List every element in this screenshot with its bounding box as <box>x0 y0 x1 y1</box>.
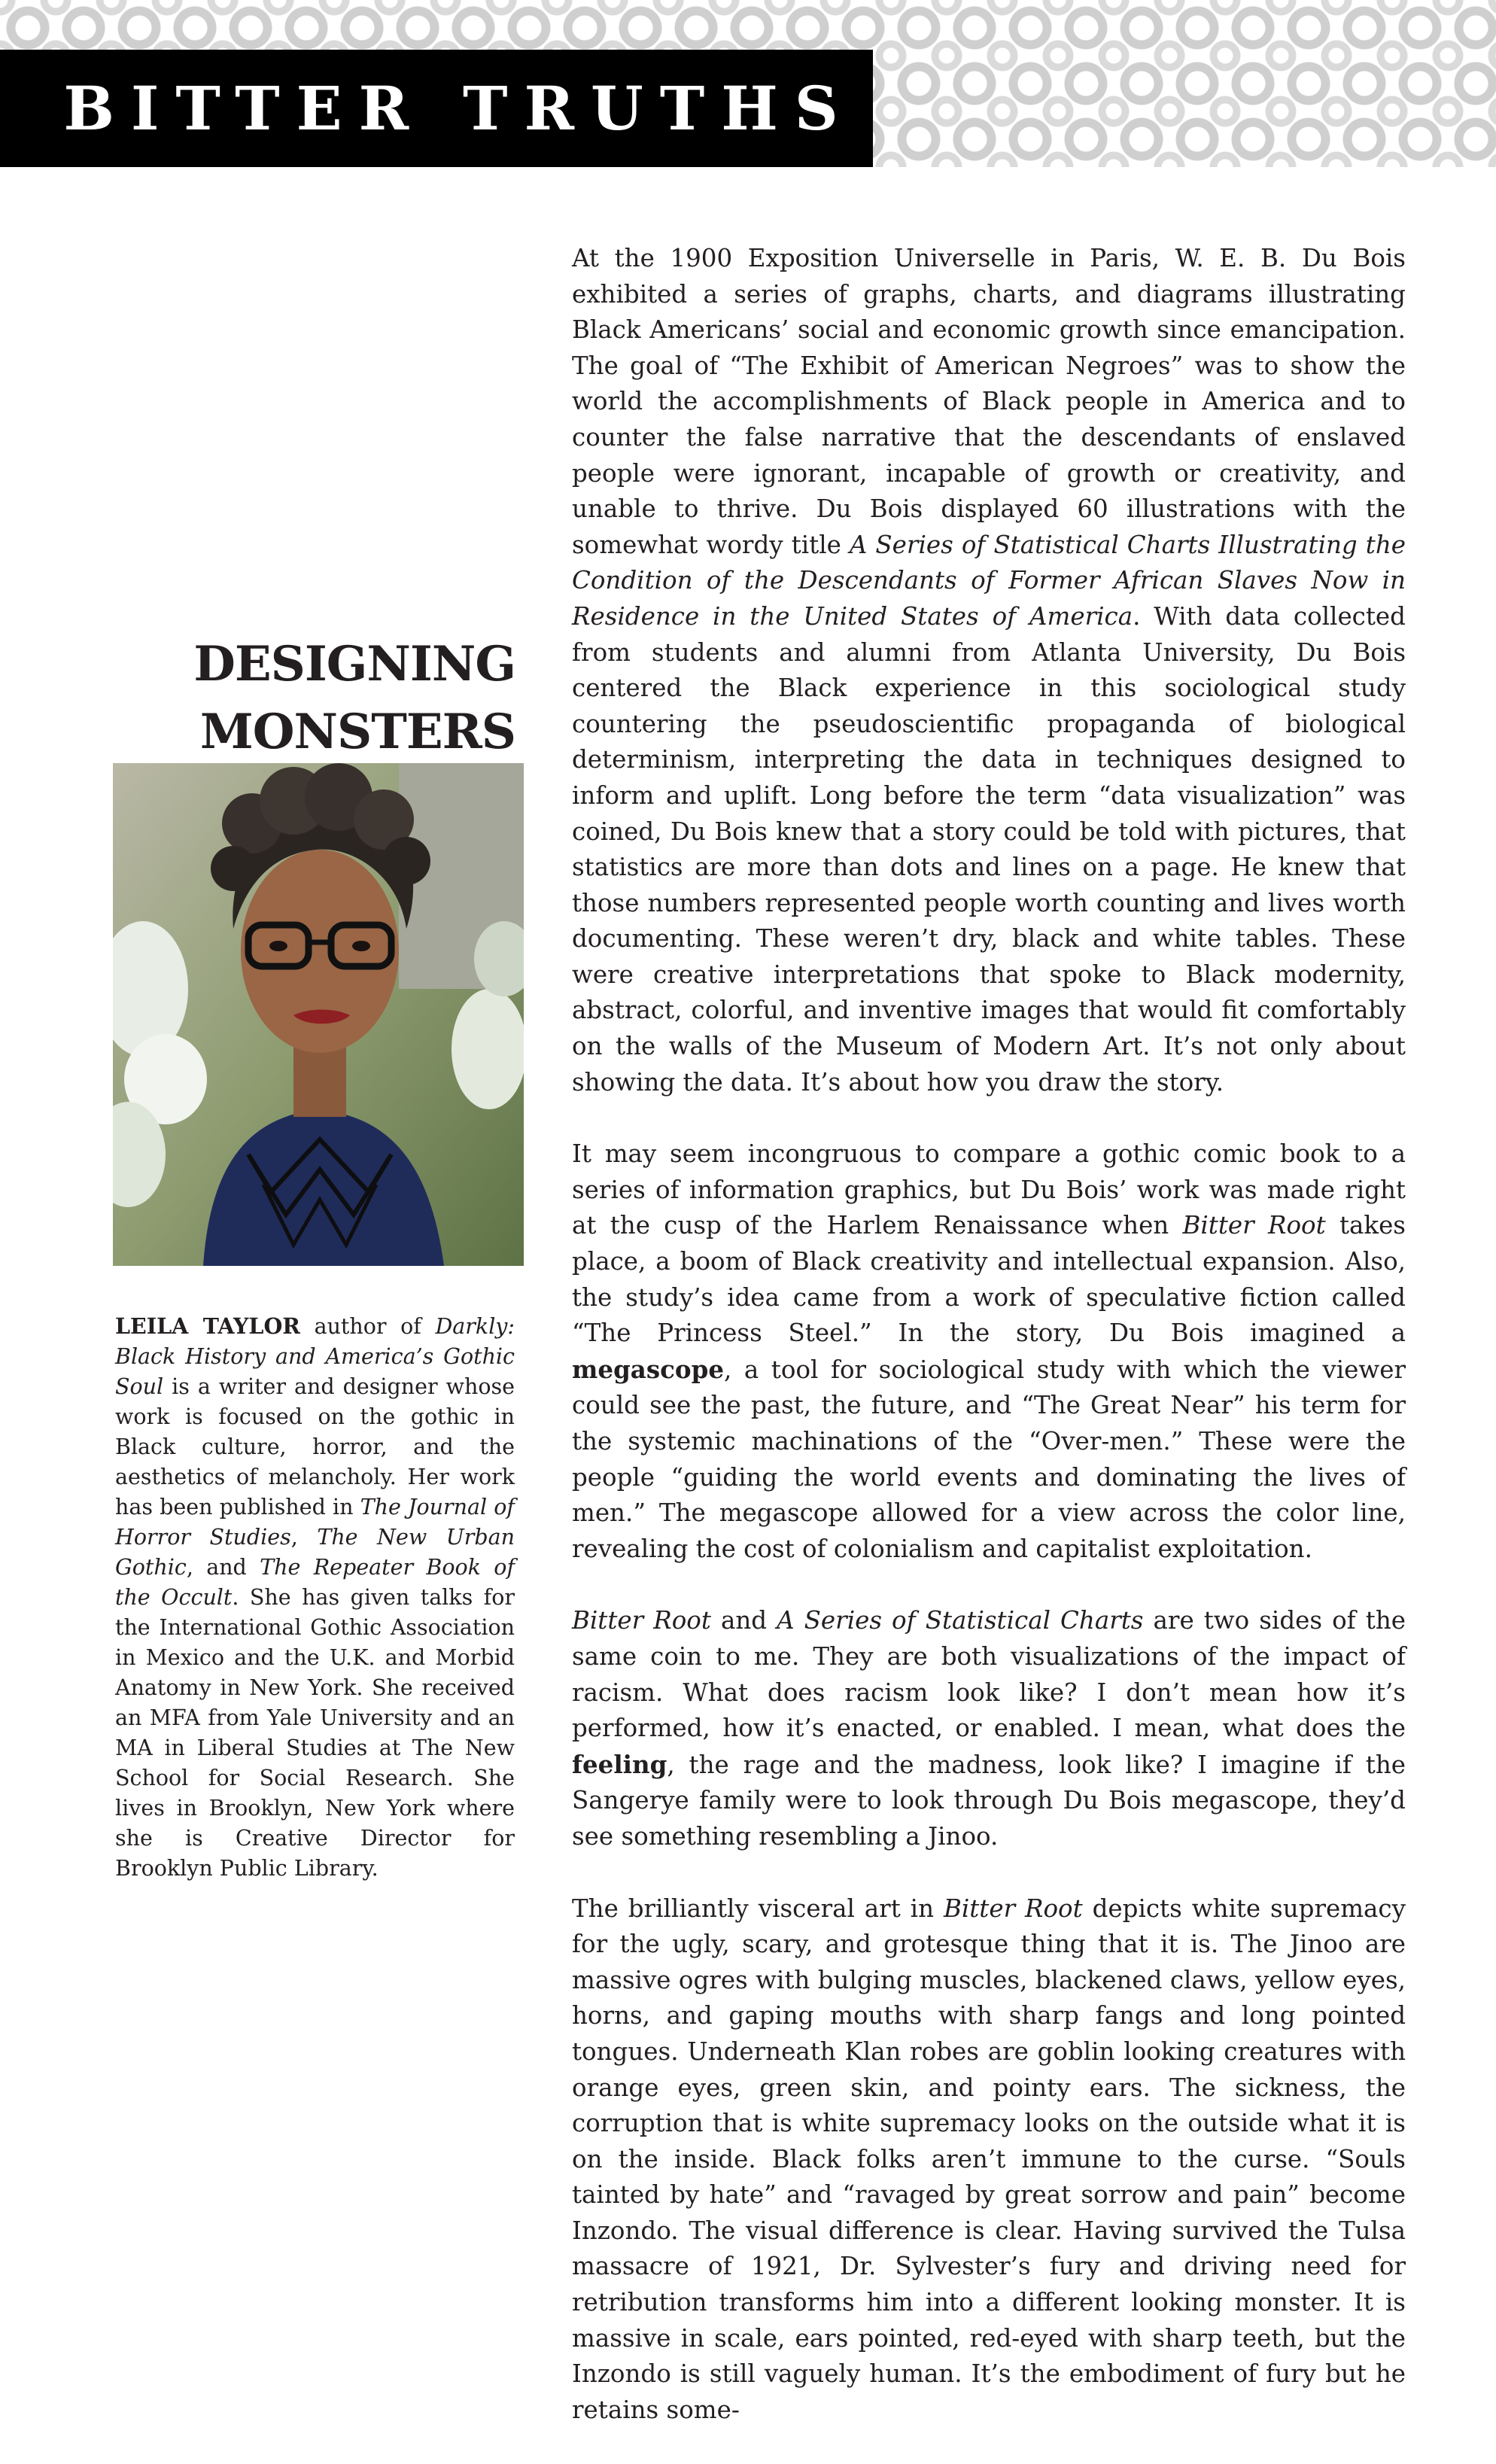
paragraph-text: depicts white supremacy for the ugly, scary, and grotesque thing that it is. The Jinoo are massive ogres with bulging muscles, blackened claws, yellow eyes, horns, and gaping mouths with sharp fangs and long pointed tongues. Underneath Klan robes are goblin looking creatures with orange eyes, green skin, and pointy ears. The sickness, the corruption that is white supremacy looks on the outside what it is on the inside. Black folks aren’t immune to the curse. “Souls tainted by hate” and “ravaged by great sorrow and pain” become Inzondo. The visual difference is clear. Having survived the Tulsa massacre of 1921, Dr. Sylvester’s fury and driving need for retribution transforms him into a different looking monster. It is massive in scale, ears pointed, red-eyed with sharp teeth, but the Inzondo is still vaguely human. It’s the embodiment of fury but he retains some- <box>572 1894 1406 2424</box>
work-title: Bitter Root <box>572 1606 711 1635</box>
bio-publication: The Journal of Horror Studies <box>115 1495 515 1550</box>
paragraph-text: , a tool for sociological study with which the viewer could see the past, the future, and “The Great Near” his term for the systemic machinations of the “Over-men.” These were the people “guiding the world events and dominating the lives of men.” The megascope allowed for a view across the color line, revealing the cost of colonialism and capitalist exploitation. <box>572 1355 1406 1563</box>
emphasis-term: megascope <box>572 1354 725 1384</box>
bio-text: is a writer and designer whose work is focused on the gothic in Black culture, horror, and the aesthetics of melancholy. Her work has been published in <box>115 1374 515 1519</box>
work-title: Bitter Root <box>1182 1211 1326 1240</box>
bio-text: , <box>290 1525 318 1550</box>
bio-text: author of <box>300 1314 436 1339</box>
paragraph-text: takes place, a boom of Black creativity and intellectual expansion. Also, the study’s idea came from a work of speculative fiction called “The Princess Steel.” In the story, Du Bois imagined a <box>572 1211 1406 1348</box>
article-body <box>572 241 1406 2464</box>
author-portrait-icon <box>113 763 524 1266</box>
paragraph-text: At the 1900 Exposition Universelle in Paris, W. E. B. Du Bois exhibited a series of graphs, charts, and diagrams illustrating Black Americans’ social and economic growth since emancipation. The goal of “The Exhibit of American Negroes” was to show the world the accomplishments of Black people in America and to counter the false narrative that the descendants of enslaved people were ignorant, incapable of growth or creativity, and unable to thrive. Du Bois displayed 60 illustrations with the somewhat wordy title <box>572 244 1406 559</box>
body-paragraph-3 <box>572 1603 1406 1854</box>
body-paragraph-1 <box>572 241 1406 1100</box>
bio-publication: The Repeater Book of the Occult <box>115 1555 515 1610</box>
paragraph-text: , the rage and the madness, look like? I imagine if the Sangerye family were to look through Du Bois megascope, they’d see something resembling a Jinoo. <box>572 1750 1406 1851</box>
paragraph-text: The brilliantly visceral art in <box>572 1894 944 1923</box>
bio-publication: The New Urban Gothic <box>115 1525 515 1580</box>
author-photo <box>113 763 524 1266</box>
section-title: BITTER TRUTHS <box>63 73 855 144</box>
body-paragraph-4 <box>572 1891 1406 2429</box>
body-paragraph-2 <box>572 1136 1406 1567</box>
bio-book-title: Darkly: Black History and America’s Gothic Soul <box>115 1314 515 1399</box>
author-name: LEILA TAYLOR <box>115 1313 300 1339</box>
paragraph-text: It may seem incongruous to compare a gothic comic book to a series of information graphics, but Du Bois’ work was made right at the cusp of the Harlem Renaissance when <box>572 1139 1406 1240</box>
paragraph-text: . With data collected from students and alumni from Atlanta University, Du Bois centered the Black experience in this sociological study countering the pseudoscientific propaganda of biological determinism, interpreting the data in techniques designed to inform and uplift. Long before the term “data visualization” was coined, Du Bois knew that a story could be told with pictures, that statistics are more than dots and lines on a page. He knew that those numbers represented people worth counting and lives worth documenting. These weren’t dry, black and white tables. These were creative interpretations that spoke to Black modernity, abstract, colorful, and inventive images that would fit comfortably on the walls of the Museum of Modern Art. It’s not only about showing the data. It’s about how you draw the story. <box>572 601 1406 1097</box>
author-bio <box>115 1311 515 1884</box>
article-heading-line-2: MONSTERS <box>199 704 515 760</box>
work-title: A Series of Statistical Charts <box>777 1606 1144 1635</box>
bio-text: . She has given talks for the International Gothic Association in Mexico and the U.K. and Morbid Anatomy in New York. She received an MFA from Yale University and an MA in Liberal Studies at The New School for Social Research. She lives in Brooklyn, New York where she is Creative Director for Brooklyn Public Library. <box>115 1585 515 1881</box>
article-heading-line-1: DESIGNING <box>193 636 515 692</box>
work-title: A Series of Statistical Charts Illustrating the Condition of the Descendants of Former African Slaves Now in Residence in the United States of America <box>572 530 1406 631</box>
section-title-bar <box>0 50 873 167</box>
emphasis-term: feeling <box>572 1749 667 1779</box>
paragraph-text: are two sides of the same coin to me. They are both visualizations of the impact of racism. What does racism look like? I don’t mean how it’s performed, how it’s enacted, or enabled. I mean, what does the <box>572 1606 1406 1743</box>
article-heading <box>113 631 515 766</box>
work-title: Bitter Root <box>943 1894 1083 1923</box>
paragraph-text: and <box>710 1606 777 1635</box>
bio-text: , and <box>186 1555 260 1580</box>
